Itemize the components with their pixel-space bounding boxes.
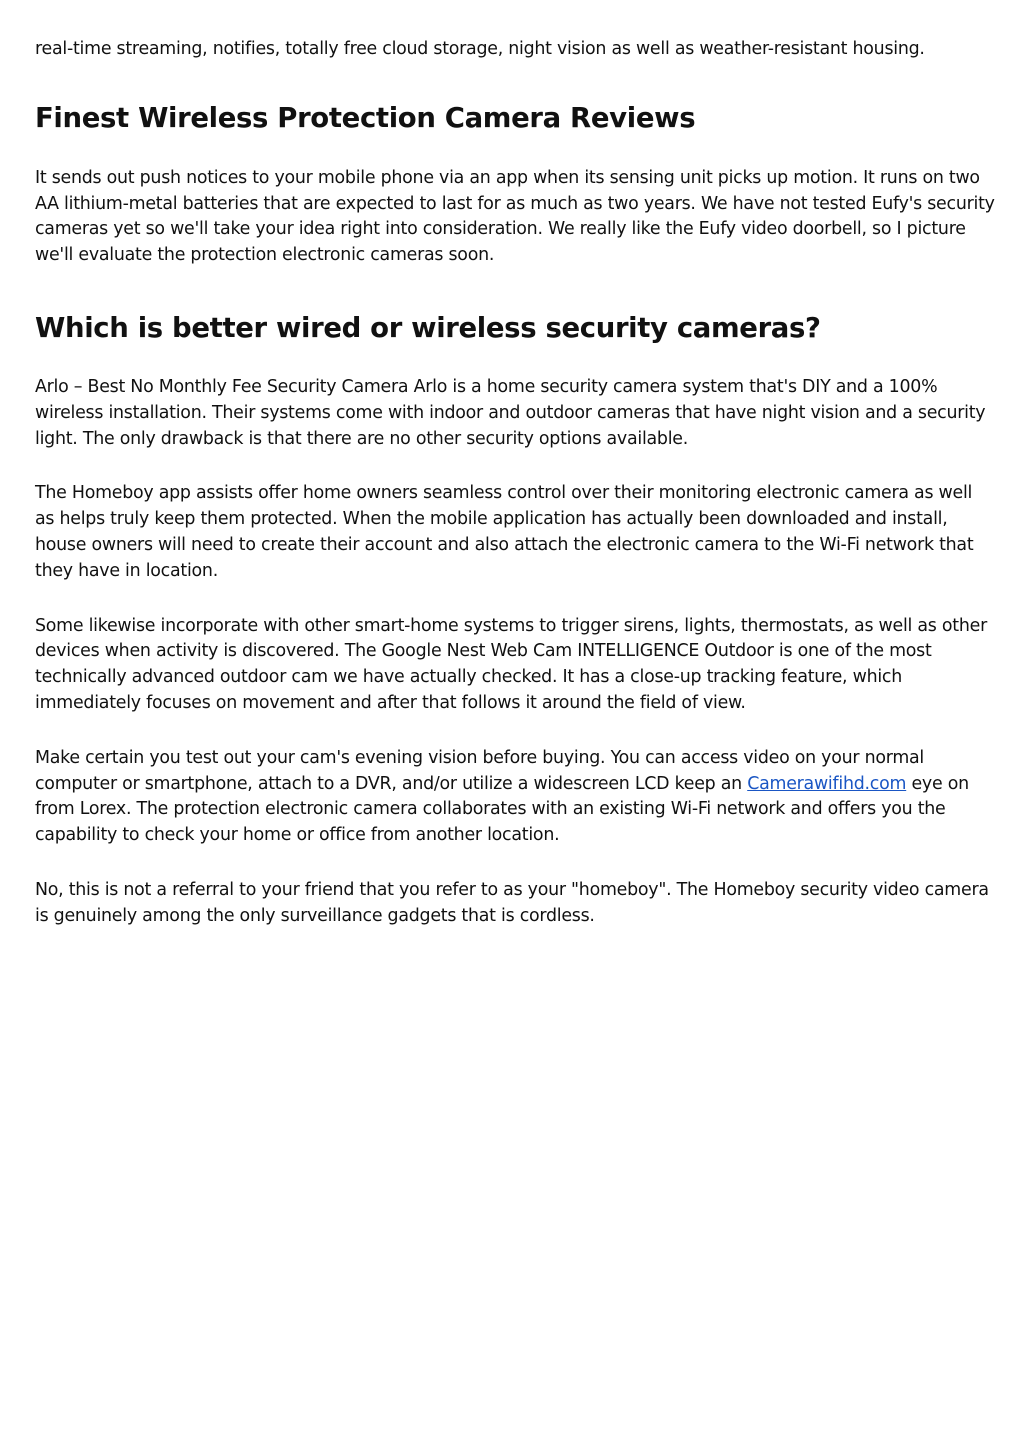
smart-home-paragraph: Some likewise incorporate with other smart-home systems to trigger sirens, lights, thermostats, as well as other devices when activity is discovered. The Google Nest Web Cam INTELLIGENCE Outdoor is one of the most technically advanced outdoor cam we have actually checked. It has a close-up tracking feature, which immediately focuses on movement and after that follows it around the field of view.	[35, 615, 987, 713]
homeboy-referral-paragraph: No, this is not a referral to your friend that you refer to as your "homeboy". The Homeboy security video camera is genuinely among the only surveillance gadgets that is cordless.	[35, 879, 989, 926]
eufy-paragraph: It sends out push notices to your mobile phone via an app when its sensing unit picks up motion. It runs on two AA lithium-metal batteries that are expected to last for as much as two years. We have not tested Eufy's security cameras yet so we'll take your idea right into consideration. We really like the Eufy video doorbell, so I picture we'll evaluate the protection electronic cameras soon.	[35, 167, 995, 266]
night-vision-text-after: eye on from Lorex. The protection electronic camera collaborates with an existing Wi-Fi network and offers you the capability to check your home or office from another location.	[35, 773, 969, 846]
night-vision-paragraph	[35, 746, 995, 849]
intro-paragraph: real-time streaming, notifies, totally free cloud storage, night vision as well as weather-resistant housing.	[35, 39, 925, 59]
heading-wireless-reviews: Finest Wireless Protection Camera Reviews	[35, 101, 696, 134]
article-body	[35, 37, 995, 930]
night-vision-text-before: Make certain you test out your cam's evening vision before buying. You can access video on your normal computer or smartphone, attach to a DVR, and/or utilize a widescreen LCD keep an	[35, 747, 925, 794]
camerawifihd-link[interactable]: Camerawifihd.com	[747, 773, 907, 794]
arlo-paragraph: Arlo – Best No Monthly Fee Security Camera Arlo is a home security camera system that's DIY and a 100% wireless installation. Their systems come with indoor and outdoor cameras that have night vision and a security light. The only drawback is that there are no other security options available.	[35, 376, 986, 449]
homeboy-app-paragraph: The Homeboy app assists offer home owners seamless control over their monitoring electronic camera as well as helps truly keep them protected. When the mobile application has actually been downloaded and install, house owners will need to create their account and also attach the electronic camera to the Wi-Fi network that they have in location.	[35, 483, 974, 581]
heading-wired-vs-wireless: Which is better wired or wireless security cameras?	[35, 311, 821, 344]
